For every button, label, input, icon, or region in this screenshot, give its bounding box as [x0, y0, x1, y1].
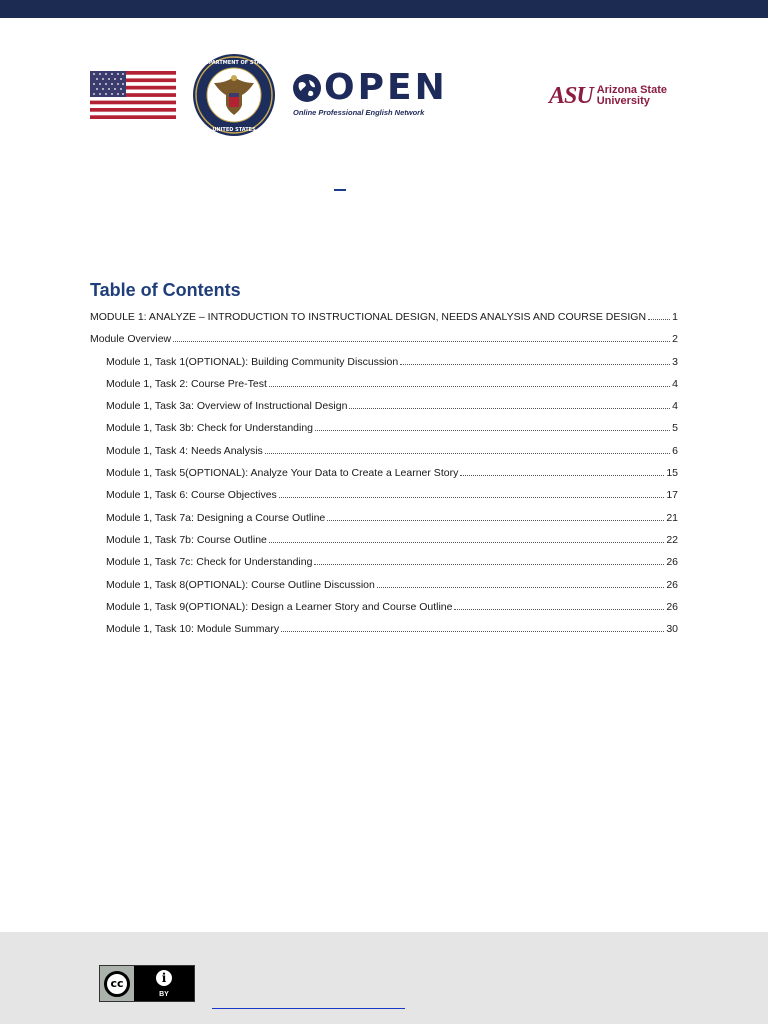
toc-dot-leader: [279, 497, 665, 498]
toc-entry-label: Module 1, Task 6: Course Objectives: [106, 489, 277, 502]
top-banner-bar: [0, 0, 768, 18]
asu-logo-mark: ASU: [549, 83, 593, 109]
us-flag-icon: [90, 71, 176, 119]
toc-entry-label: Module 1, Task 9(OPTIONAL): Design a Learner Story and Course Outline: [106, 600, 453, 613]
toc-entry-label: Module 1, Task 3a: Overview of Instructional Design: [106, 400, 348, 413]
toc-entry[interactable]: [90, 444, 678, 466]
toc-dot-leader: [314, 564, 664, 565]
toc-dot-leader: [454, 609, 664, 610]
toc-entry-page: 21: [666, 511, 678, 524]
toc-dot-leader: [265, 453, 670, 454]
toc-dot-leader: [460, 475, 664, 476]
footer: [0, 932, 768, 1024]
svg-text:DEPARTMENT OF STATE: DEPARTMENT OF STATE: [201, 60, 267, 66]
toc-entry-label: Module 1, Task 4: Needs Analysis: [106, 444, 263, 457]
toc-entry[interactable]: [90, 578, 678, 600]
toc-entry-page: 22: [666, 533, 678, 546]
toc-entry-label: Module 1, Task 8(OPTIONAL): Course Outline Discussion: [106, 578, 375, 591]
open-logo-subtitle: Online Professional English Network: [293, 108, 425, 117]
toc-entry-label: Module Overview: [90, 333, 172, 346]
toc-entry-page: 3: [672, 355, 678, 368]
toc-dot-leader: [269, 542, 664, 543]
toc-entry[interactable]: [90, 421, 678, 443]
toc-entry[interactable]: [90, 377, 678, 399]
toc-entry[interactable]: [90, 466, 678, 488]
toc-entry-label: MODULE 1: ANALYZE – INTRODUCTION TO INSTRUCTIONAL DESIGN, NEEDS ANALYSIS AND COURSE DESIGN: [90, 311, 647, 323]
toc-entry-page: 26: [666, 600, 678, 613]
toc-title: Table of Contents: [90, 280, 241, 300]
toc-dot-leader: [648, 319, 670, 320]
toc-entry-page: 5: [672, 422, 678, 435]
toc-entry-label: Module 1, Task 7c: Check for Understanding: [106, 556, 313, 569]
toc-entry-page: 15: [666, 467, 678, 480]
toc-entry[interactable]: [90, 488, 678, 510]
toc-entry-page: 4: [672, 377, 678, 390]
title-placeholder-dash: [334, 189, 346, 191]
toc-entry-label: Module 1, Task 5(OPTIONAL): Analyze Your Data to Create a Learner Story: [106, 467, 459, 480]
toc-entry-page: 30: [666, 623, 678, 636]
toc-entry[interactable]: [90, 555, 678, 577]
toc-entry[interactable]: [90, 533, 678, 555]
toc-entry-page: 17: [666, 489, 678, 502]
toc-entry[interactable]: [90, 600, 678, 622]
toc-dot-leader: [349, 408, 670, 409]
toc-entry-page: 26: [666, 556, 678, 569]
toc-entry-label: Module 1, Task 1(OPTIONAL): Building Community Discussion: [106, 355, 399, 368]
toc-entry-page: 1: [672, 311, 678, 323]
toc-dot-leader: [315, 430, 670, 431]
toc-entry-label: Module 1, Task 2: Course Pre-Test: [106, 377, 267, 390]
toc-entry[interactable]: [90, 622, 678, 644]
by-label: BY: [159, 991, 169, 998]
asu-logo-name: Arizona State University: [596, 84, 667, 107]
license-link[interactable]: [212, 1007, 405, 1009]
toc-entry[interactable]: [90, 355, 678, 377]
logo-row: [0, 50, 768, 145]
toc-entry-page: 4: [672, 400, 678, 413]
cc-by-license-badge[interactable]: [99, 965, 195, 1002]
attribution-person-icon: i: [154, 968, 174, 988]
toc-dot-leader: [281, 631, 664, 632]
toc-entry-page: 26: [666, 578, 678, 591]
toc-list: [90, 310, 678, 644]
toc-entry-label: Module 1, Task 3b: Check for Understanding: [106, 422, 314, 435]
toc-dot-leader: [269, 386, 670, 387]
svg-text:UNITED STATES: UNITED STATES: [212, 127, 256, 133]
toc-entry-label: Module 1, Task 7b: Course Outline: [106, 533, 267, 546]
asu-logo: [549, 83, 667, 109]
open-logo-text: OPEN: [324, 67, 448, 108]
toc-entry-page: 2: [672, 333, 678, 346]
toc-entry-label: Module 1, Task 7a: Designing a Course Outline: [106, 511, 326, 524]
table-of-contents: [90, 278, 678, 644]
toc-dot-leader: [400, 364, 670, 365]
globe-icon: [292, 73, 322, 103]
toc-entry[interactable]: [90, 399, 678, 421]
department-of-state-seal-icon: [192, 53, 276, 137]
toc-entry-label: Module 1, Task 10: Module Summary: [106, 623, 280, 636]
toc-entry-page: 6: [672, 444, 678, 457]
toc-entry[interactable]: [90, 511, 678, 533]
toc-dot-leader: [327, 520, 664, 521]
toc-entry[interactable]: [90, 310, 678, 332]
toc-dot-leader: [173, 341, 670, 342]
toc-dot-leader: [377, 587, 664, 588]
toc-entry[interactable]: [90, 332, 678, 354]
creative-commons-icon: cc: [104, 971, 130, 997]
open-logo: [292, 67, 448, 122]
